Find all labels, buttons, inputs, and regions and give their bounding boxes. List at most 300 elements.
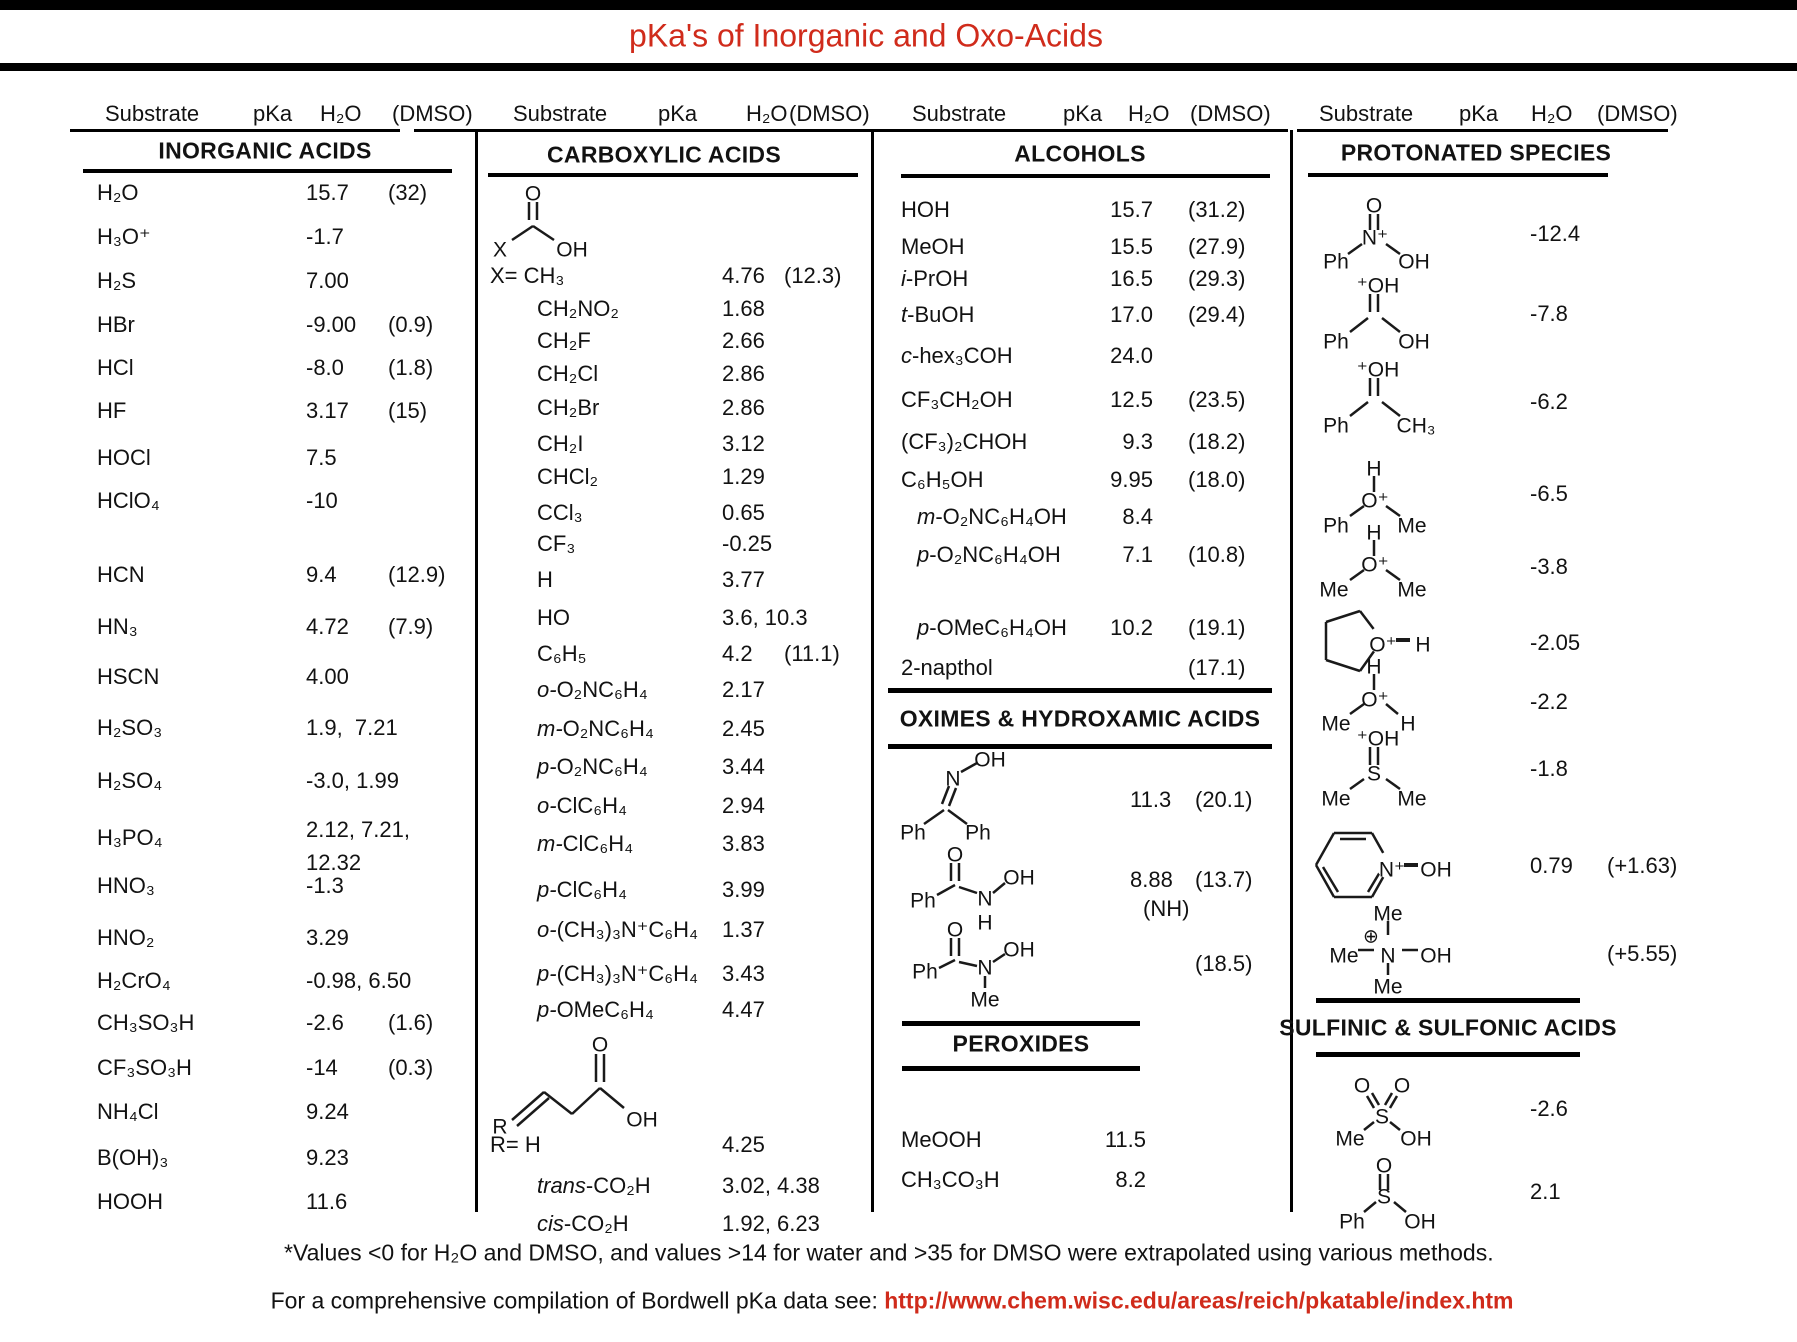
substrate-name-part: 2-napthol: [901, 654, 993, 680]
column-divider: [475, 130, 478, 1212]
header-pka: pKa: [253, 100, 293, 126]
pka-value: 15.5: [1110, 233, 1153, 259]
substrate-name-part: (CH₃)₃N⁺C₆H₄: [556, 960, 699, 986]
atom-label: H: [1415, 633, 1431, 657]
structure-pyridinium_noh: [1308, 818, 1508, 913]
header-underline: [788, 129, 1288, 132]
dmso-value: (+1.63): [1607, 852, 1678, 878]
pka-value: 9.24: [306, 1098, 349, 1124]
pka-value: 8.4: [1122, 503, 1153, 529]
atom-label: O: [1353, 1074, 1371, 1098]
substrate-name: [97, 1190, 163, 1214]
pka-value: 0.65: [722, 499, 765, 525]
dmso-value: (+5.55): [1607, 940, 1678, 966]
header-dmso: (DMSO): [392, 100, 473, 126]
pka-value: 11.6: [306, 1188, 348, 1214]
pka-value: 3.6, 10.3: [722, 604, 808, 630]
substrate-name-part: -CO₂H: [585, 1172, 651, 1198]
atom-label: Ph: [965, 821, 991, 845]
substrate-name-part: p: [917, 614, 930, 640]
header-dmso: (DMSO): [1190, 100, 1271, 126]
footer-reference-text: For a comprehensive compilation of Bordwell pKa data see:: [270, 1287, 885, 1314]
substrate-name-part: CH₂Cl: [537, 360, 599, 386]
dmso-value: (31.2): [1188, 196, 1246, 222]
substrate-name: [537, 532, 575, 556]
substrate-name: [490, 1133, 541, 1157]
dmso-value: (15): [388, 397, 428, 423]
pkatable-url-link[interactable]: http://www.chem.wisc.edu/areas/reich/pkatable/index.htm: [884, 1287, 1514, 1314]
substrate-name-part: ClC₆H₄: [556, 792, 627, 818]
atom-label: N: [977, 956, 993, 980]
pka-value: -8.0: [306, 354, 344, 380]
substrate-name-part: t: [901, 301, 908, 327]
substrate-name-part: p-: [537, 996, 557, 1022]
substrate-name-part: m-: [537, 830, 563, 856]
substrate-name: [97, 969, 171, 993]
substrate-name-part: CF₃SO₃H: [97, 1054, 192, 1080]
header-h2o: H₂O: [1128, 100, 1170, 126]
atom-label: OH: [974, 748, 1006, 772]
substrate-name: [901, 468, 984, 492]
pka-value: 3.44: [722, 753, 765, 779]
atom-label: OH: [1420, 858, 1452, 882]
section-title: OXIMES & HYDROXAMIC ACIDS: [899, 705, 1261, 732]
substrate-name-part: p-: [537, 876, 557, 902]
substrate-name-part: o-: [537, 676, 557, 702]
pka-value: 2.1: [1530, 1178, 1561, 1204]
substrate-name-part: MeOH: [901, 233, 965, 259]
substrate-name: [901, 235, 965, 259]
section-rule: [1316, 1052, 1580, 1057]
pka-value: -0.25: [722, 530, 773, 556]
section-rule: [1308, 173, 1608, 177]
atom-label: N: [945, 767, 961, 791]
atom-label: OH: [626, 1108, 658, 1132]
atom-label: N: [977, 887, 993, 911]
substrate-name: [97, 181, 139, 205]
substrate-name: [537, 396, 599, 420]
header-pka: pKa: [1459, 100, 1499, 126]
dmso-value: (13.7): [1195, 866, 1253, 892]
atom-label: O⁺: [1361, 688, 1389, 712]
substrate-name: [901, 303, 974, 327]
substrate-name: [97, 665, 159, 689]
pka-value: 17.0: [1110, 301, 1153, 327]
title-rule: [0, 63, 1797, 71]
header-pka: pKa: [658, 100, 698, 126]
pka-value: 1.9, 7.21: [306, 714, 398, 740]
dmso-value: (17.1): [1188, 654, 1246, 680]
pka-value: 8.2: [1115, 1166, 1146, 1192]
pka-value: 1.92, 6.23: [722, 1210, 820, 1236]
substrate-name-part: HNO₃: [97, 872, 155, 898]
substrate-name-part: CCl₃: [537, 499, 583, 525]
atom-label: N: [1380, 944, 1396, 968]
substrate-name-part: p-: [537, 960, 557, 986]
pka-value: 15.7: [1110, 196, 1153, 222]
substrate-name-part: HSCN: [97, 663, 160, 689]
pka-value: 4.76: [722, 262, 765, 288]
substrate-name-part: HO: [537, 604, 570, 630]
atom-label: H: [1366, 521, 1382, 545]
dmso-value: (20.1): [1195, 786, 1253, 812]
substrate-name: [537, 606, 570, 630]
substrate-name-part: (CF₃)₂CHOH: [901, 428, 1028, 454]
substrate-name-part: p-: [537, 753, 557, 779]
atom-label: OH: [1400, 1127, 1432, 1151]
substrate-name-part: m: [917, 503, 936, 529]
structure-prot_meoh2: [1312, 654, 1452, 734]
substrate-name: [97, 225, 151, 249]
dmso-value: (18.5): [1195, 950, 1253, 976]
substrate-name: [901, 430, 1027, 454]
structure-acrylic_generic: [490, 1028, 700, 1138]
pka-value: -3.0, 1.99: [306, 767, 399, 793]
pka-value: 10.2: [1110, 614, 1153, 640]
substrate-name-part: CH₂F: [537, 327, 591, 353]
substrate-name-part: CF₃: [537, 530, 576, 556]
dmso-value: (1.6): [388, 1009, 434, 1035]
substrate-name-part: H: [537, 566, 553, 592]
substrate-name-part: cis: [537, 1210, 564, 1236]
atom-label: Ph: [1323, 330, 1349, 354]
pka-value: 7.1: [1122, 541, 1153, 567]
substrate-name: [537, 962, 698, 986]
substrate-name: [917, 616, 1067, 640]
pka-value: 1.29: [722, 463, 765, 489]
substrate-name: [901, 388, 1013, 412]
atom-label: Ph: [910, 889, 936, 913]
atom-label: Me: [1335, 1127, 1365, 1151]
dmso-value: (12.9): [388, 561, 446, 587]
substrate-name: [97, 926, 154, 950]
pka-value: 1.37: [722, 916, 765, 942]
dmso-value: (27.9): [1188, 233, 1246, 259]
footer-reference-line: [245, 1261, 1513, 1342]
header-substrate: Substrate: [1319, 100, 1414, 126]
structure-oxime_ph2: [893, 748, 1053, 843]
substrate-name: [537, 329, 591, 353]
atom-label: Me: [1373, 902, 1403, 926]
dmso-value: (23.5): [1188, 386, 1246, 412]
substrate-name-part: H₂SO₃: [97, 714, 163, 740]
header-h2o: H₂O: [746, 100, 788, 126]
substrate-name: [97, 1100, 159, 1124]
pka-value: -1.8: [1530, 755, 1568, 781]
substrate-name-part: trans: [537, 1172, 586, 1198]
pka-value-line2: 12.32: [306, 849, 362, 875]
substrate-name-part: H₃PO₄: [97, 824, 163, 850]
dmso-value: (29.3): [1188, 265, 1246, 291]
substrate-name: [537, 362, 598, 386]
substrate-name-part: C₆H₅: [537, 640, 587, 666]
substrate-name: [97, 1011, 194, 1035]
structure-hydroxamic_nme: [893, 916, 1063, 1011]
atom-label: Me: [1321, 787, 1351, 811]
atom-label: OH: [1398, 250, 1430, 274]
atom-label: Ph: [1323, 514, 1349, 538]
section-title: PEROXIDES: [952, 1030, 1090, 1057]
substrate-name-part: -O₂NC₆H₄OH: [935, 503, 1067, 529]
atom-label: OH: [1420, 944, 1452, 968]
footnote-text: *Values <0 for H₂O and DMSO, and values >14 for water and >35 for DMSO were extrapolated using various methods.: [284, 1239, 1494, 1266]
column-divider: [871, 130, 874, 1212]
atom-label: Ph: [1323, 250, 1349, 274]
pka-value: 3.77: [722, 566, 765, 592]
atom-label: O: [1393, 1074, 1411, 1098]
substrate-name: [97, 826, 163, 850]
atom-label: O: [524, 182, 542, 206]
substrate-name: [537, 878, 627, 902]
atom-label: O⁺: [1361, 553, 1389, 577]
header-substrate: Substrate: [513, 100, 608, 126]
substrate-name-part: H₂SO₄: [97, 767, 163, 793]
pka-value: 3.29: [306, 924, 349, 950]
substrate-name: [537, 1174, 651, 1198]
pka-value: 12.5: [1110, 386, 1153, 412]
atom-label: OH: [1003, 866, 1035, 890]
pka-value: 3.12: [722, 430, 765, 456]
atom-label: ⊕: [1363, 926, 1379, 948]
section-rule: [901, 174, 1270, 178]
substrate-name: [917, 505, 1067, 529]
substrate-name: [537, 998, 654, 1022]
pka-value: 11.5: [1104, 1126, 1146, 1152]
section-rule: [1316, 998, 1580, 1003]
substrate-name-part: HOOH: [97, 1188, 163, 1214]
atom-label: OH: [1398, 330, 1430, 354]
atom-label: Me: [1397, 514, 1427, 538]
pka-value: 2.86: [722, 394, 765, 420]
substrate-name: [97, 716, 162, 740]
substrate-name-part: p: [917, 541, 930, 567]
atom-label: ⁺OH: [1356, 358, 1400, 382]
pka-value: -2.05: [1530, 629, 1581, 655]
substrate-name-part: H₂CrO₄: [97, 967, 171, 993]
substrate-name: [97, 356, 134, 380]
pka-value: 2.45: [722, 715, 765, 741]
substrate-name-part: (CH₃)₃N⁺C₆H₄: [556, 916, 699, 942]
pka-value: -2.6: [1530, 1095, 1568, 1121]
atom-label: N⁺: [1378, 858, 1406, 882]
section-rule: [902, 1021, 1140, 1026]
substrate-name: [97, 563, 145, 587]
substrate-name-part: ClC₆H₄: [562, 830, 634, 856]
pka-value: -12.4: [1530, 220, 1581, 246]
substrate-name-part: OMeC₆H₄: [556, 996, 654, 1022]
atom-label: N⁺: [1361, 226, 1389, 250]
pka-value: -6.5: [1530, 480, 1568, 506]
atom-label: Ph: [900, 821, 926, 845]
header-substrate: Substrate: [912, 100, 1007, 126]
structure-prot_nitro: [1312, 192, 1452, 272]
pka-value: -14: [306, 1054, 338, 1080]
substrate-name: [537, 832, 633, 856]
atom-label: Me: [1321, 712, 1351, 736]
atom-label: H: [1366, 457, 1382, 481]
substrate-name-part: i: [901, 265, 906, 291]
top-border-bar: [0, 0, 1797, 10]
dmso-value: (0.9): [388, 311, 434, 337]
pka-value: 9.4: [306, 561, 337, 587]
pka-value: 9.23: [306, 1144, 349, 1170]
substrate-name-part: HCN: [97, 561, 145, 587]
atom-label: O: [946, 843, 964, 867]
substrate-name-part: -PrOH: [905, 265, 969, 291]
structure-msoh: [1326, 1072, 1476, 1152]
substrate-name-part: o-: [537, 916, 557, 942]
pka-value: 11.3: [1130, 786, 1172, 812]
pka-value: 2.94: [722, 792, 765, 818]
dmso-value: (29.4): [1188, 301, 1246, 327]
atom-label: H: [977, 911, 993, 935]
structure-carboxylic_generic: [488, 176, 618, 271]
atom-label: OH: [556, 238, 588, 262]
pka-value: 8.88: [1130, 866, 1173, 892]
pka-value: 1.68: [722, 295, 765, 321]
dmso-value: (11.1): [784, 640, 840, 666]
pka-value: 2.86: [722, 360, 765, 386]
substrate-name-part: CHCl₂: [537, 463, 599, 489]
substrate-name-part: NH₄Cl: [97, 1098, 159, 1124]
section-title: SULFINIC & SULFONIC ACIDS: [1279, 1014, 1617, 1041]
atom-label: Me: [1397, 578, 1427, 602]
atom-label: Me: [970, 988, 1000, 1012]
atom-label: Me: [1329, 944, 1359, 968]
substrate-name: [537, 642, 587, 666]
section-title: INORGANIC ACIDS: [158, 137, 372, 164]
pka-value: 2.66: [722, 327, 765, 353]
pka-value: -2.2: [1530, 688, 1568, 714]
atom-label: ⁺OH: [1356, 274, 1400, 298]
pka-value: 3.43: [722, 960, 765, 986]
header-underline: [1297, 129, 1668, 132]
substrate-name-part: -CO₂H: [563, 1210, 629, 1236]
header-h2o: H₂O: [320, 100, 362, 126]
atom-label: H: [1366, 655, 1382, 679]
substrate-name: [537, 465, 598, 489]
pka-value: 9.3: [1122, 428, 1153, 454]
header-dmso: (DMSO): [789, 100, 870, 126]
atom-label: X: [492, 238, 508, 262]
header-underline: [70, 129, 400, 132]
substrate-name-part: ClC₆H₄: [556, 876, 627, 902]
atom-label: O⁺: [1361, 489, 1389, 513]
atom-label: R: [492, 1115, 508, 1139]
pka-value: 16.5: [1110, 265, 1153, 291]
substrate-name-part: c: [901, 342, 912, 368]
dmso-value: (12.3): [784, 262, 842, 288]
dmso-value: (19.1): [1188, 614, 1246, 640]
substrate-name: [97, 269, 136, 293]
substrate-name: [537, 297, 619, 321]
pka-value: 4.25: [722, 1131, 765, 1157]
pka-value: -3.8: [1530, 553, 1568, 579]
substrate-name: [97, 399, 126, 423]
substrate-name: [537, 794, 627, 818]
dmso-value: (18.0): [1188, 466, 1246, 492]
pka-value: 3.99: [722, 876, 765, 902]
atom-label: Ph: [1339, 1210, 1365, 1234]
pka-value: 0.79: [1530, 852, 1573, 878]
pka-value: 7.00: [306, 267, 349, 293]
substrate-name-part: B(OH)₃: [97, 1144, 169, 1170]
substrate-name: [97, 489, 160, 513]
pka-value: -2.6: [306, 1009, 344, 1035]
dmso-value: (1.8): [388, 354, 434, 380]
substrate-name-part: O₂NC₆H₄: [562, 715, 654, 741]
atom-label: O: [1365, 194, 1383, 218]
atom-label: Ph: [912, 960, 938, 984]
substrate-name: [97, 446, 151, 470]
pka-value: 2.12, 7.21,: [306, 816, 410, 842]
substrate-name: [901, 1128, 982, 1152]
structure-prot_dme: [1312, 520, 1452, 600]
substrate-name-part: HClO₄: [97, 487, 160, 513]
section-rule: [83, 169, 452, 173]
substrate-name-part: O₂NC₆H₄: [556, 753, 648, 779]
pka-value: 3.02, 4.38: [722, 1172, 820, 1198]
substrate-name: [537, 432, 583, 456]
substrate-name: [537, 717, 654, 741]
atom-label: O: [946, 918, 964, 942]
substrate-name: [901, 344, 1013, 368]
atom-label: H: [1400, 712, 1416, 736]
substrate-name: [537, 501, 583, 525]
substrate-name-part: MeOOH: [901, 1126, 982, 1152]
substrate-name: [537, 918, 698, 942]
pka-value: -6.2: [1530, 388, 1568, 414]
substrate-name-part: HNO₂: [97, 924, 155, 950]
pka-value: 4.2: [722, 640, 753, 666]
substrate-name: [97, 769, 162, 793]
substrate-name-part: H₂O: [97, 179, 139, 205]
substrate-name-part: m-: [537, 715, 563, 741]
structure-prot_acetophenone: [1312, 356, 1452, 436]
substrate-name-part: C₆H₅OH: [901, 466, 984, 492]
atom-label: ⁺OH: [1356, 727, 1400, 751]
substrate-name-part: HN₃: [97, 613, 138, 639]
atom-label: S: [1374, 1105, 1390, 1129]
dmso-value: (32): [388, 179, 428, 205]
substrate-name-part: CH₂Br: [537, 394, 600, 420]
pka-note: (NH): [1143, 895, 1190, 921]
pka-value: 7.5: [306, 444, 337, 470]
section-rule: [902, 1066, 1140, 1071]
structure-sulfinic: [1326, 1152, 1476, 1237]
pka-value: 4.00: [306, 663, 349, 689]
substrate-name-part: HBr: [97, 311, 135, 337]
substrate-name: [537, 568, 553, 592]
header-dmso: (DMSO): [1597, 100, 1678, 126]
substrate-name: [97, 874, 155, 898]
pka-value: -0.98, 6.50: [306, 967, 412, 993]
section-rule: [888, 688, 1272, 693]
substrate-name-part: O₂NC₆H₄: [556, 676, 648, 702]
substrate-name-part: CH₃CO₃H: [901, 1166, 1000, 1192]
section-title: PROTONATED SPECIES: [1340, 139, 1612, 166]
structure-prot_dmso: [1312, 725, 1452, 810]
pka-value: -1.7: [306, 223, 344, 249]
column-divider: [1290, 130, 1293, 1212]
atom-label: S: [1376, 1185, 1392, 1209]
substrate-name-part: o-: [537, 792, 557, 818]
substrate-name-part: CH₂NO₂: [537, 295, 619, 321]
pka-value: 24.0: [1110, 342, 1153, 368]
atom-label: Me: [1397, 787, 1427, 811]
atom-label: O: [591, 1033, 609, 1057]
page-title: pKa's of Inorganic and Oxo-Acids: [629, 17, 1103, 54]
